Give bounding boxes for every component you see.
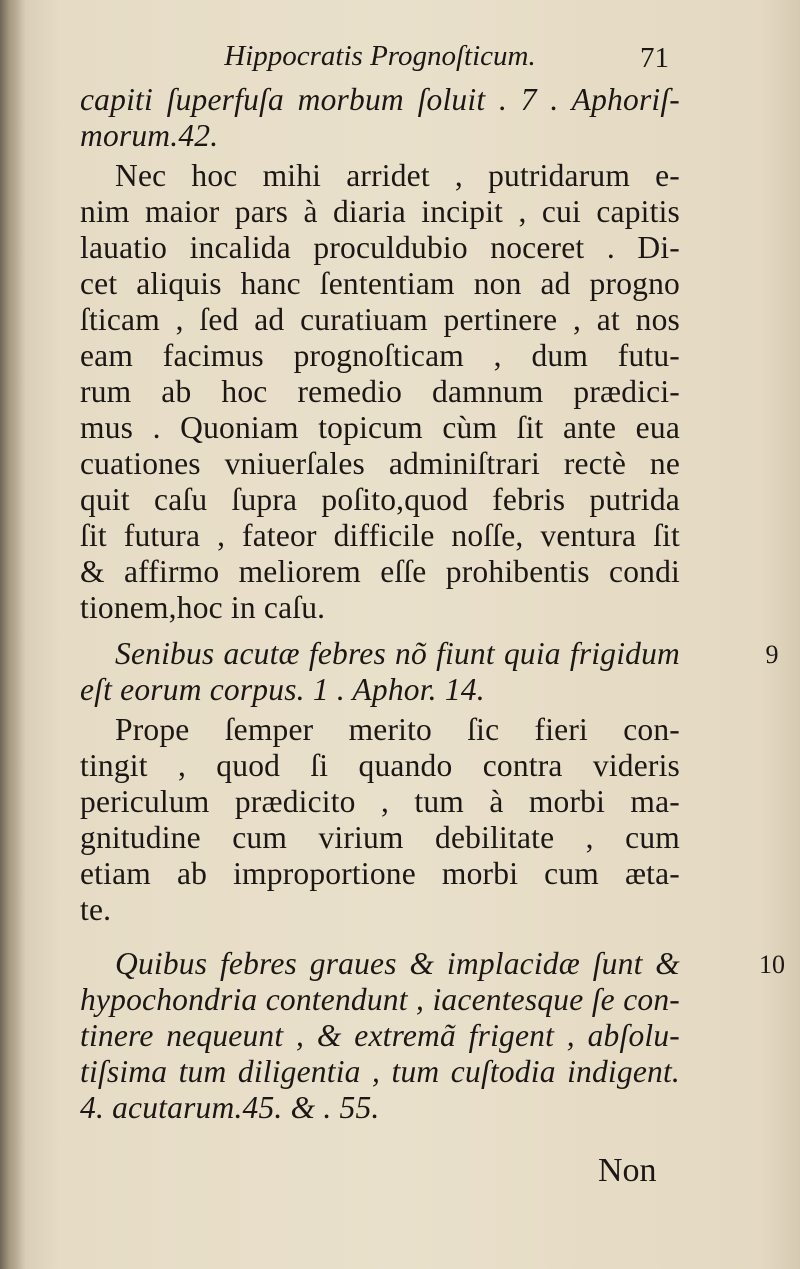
text-line: etiam ab improportione morbi cum æta- xyxy=(80,856,680,891)
running-title: Hippocratis Prognoſticum. xyxy=(224,40,536,72)
text-line: periculum prædicito , tum à morbi ma- xyxy=(80,784,680,819)
text-line: lauatio incalida proculdubio noceret . Di- xyxy=(80,230,680,265)
margin-number: 10 xyxy=(759,950,785,979)
text-line: capiti ſuperfuſa morbum ſoluit . 7 . Aphoriſ- xyxy=(80,82,680,117)
text-line: quit caſu ſupra poſito,quod febris putrida xyxy=(80,482,680,517)
aphorism-line: Quibus febres graues & implacidæ ſunt & xyxy=(115,946,680,981)
text-line: eam facimus prognoſticam , dum futu- xyxy=(80,338,680,373)
aphorism-line: eſt eorum corpus. 1 . Aphor. 14. xyxy=(80,672,485,707)
aphorism-line: Senibus acutæ febres nõ fiunt quia frigidum xyxy=(115,636,680,671)
text-line: Nec hoc mihi arridet , putridarum e- xyxy=(115,158,680,193)
text-line: te. xyxy=(80,892,112,927)
text-line: Prope ſemper merito ſic fieri con- xyxy=(115,712,680,747)
aphorism-line: tinere nequeunt , & extremã frigent , abſolu- xyxy=(80,1018,680,1053)
aphorism-line: hypochondria contendunt , iacentesque ſe con- xyxy=(80,982,680,1017)
text-line: rum ab hoc remedio damnum prædici- xyxy=(80,374,680,409)
text-line: & affirmo meliorem eſſe prohibentis condi xyxy=(80,554,680,589)
text-line: mus . Quoniam topicum cùm ſit ante eua xyxy=(80,410,680,445)
text-line: ſit futura , fateor difficile noſſe, ventura ſit xyxy=(80,518,680,553)
text-line: morum.42. xyxy=(80,118,219,153)
text-line: ſticam , ſed ad curatiuam pertinere , at nos xyxy=(80,302,680,337)
text-line: tionem,hoc in caſu. xyxy=(80,590,326,625)
catchword: Non xyxy=(598,1152,657,1189)
aphorism-line: tiſsima tum diligentia , tum cuſtodia indigent. xyxy=(80,1054,680,1089)
text-line: cuationes vniuerſales adminiſtrari rectè ne xyxy=(80,446,680,481)
text-line: cet aliquis hanc ſententiam non ad progno xyxy=(80,266,680,301)
gutter-shadow xyxy=(0,0,26,1269)
text-line: nim maior pars à diaria incipit , cui capitis xyxy=(80,194,680,229)
margin-number: 9 xyxy=(765,640,779,669)
text-line: tingit , quod ſi quando contra videris xyxy=(80,748,680,783)
page-number: 71 xyxy=(640,42,669,74)
page-header xyxy=(0,40,800,80)
aphorism-line: 4. acutarum.45. & . 55. xyxy=(80,1090,380,1125)
text-line: gnitudine cum virium debilitate , cum xyxy=(80,820,680,855)
